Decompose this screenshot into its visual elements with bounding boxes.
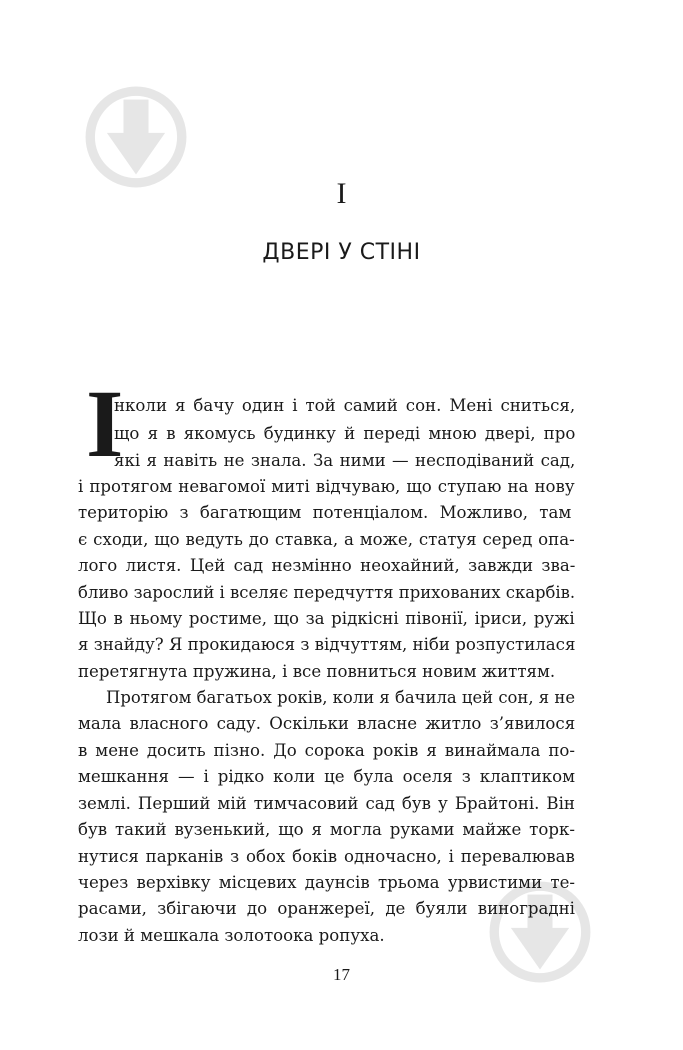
chapter-title: ДВЕРІ У СТІНІ xyxy=(262,240,421,265)
text-line: нколи я бачу один і той самий сон. Мені сниться, xyxy=(114,396,576,415)
text-line: мешкання — і рідко коли це була оселя з клаптиком xyxy=(78,767,576,786)
text-line: які я навіть не знала. За ними — несподіваний сад, xyxy=(114,451,576,470)
text-line: нутися парканів з обох боків одночасно, і перевалював xyxy=(78,847,575,866)
text-line: територію з багатющим потенціалом. Можливо, там xyxy=(78,503,572,522)
text-line: бливо зарослий і вселяє передчуття прихованих скарбів. xyxy=(78,583,576,602)
text-line: що я в якомусь будинку й переді мною двері, про xyxy=(114,424,576,443)
text-line: расами, збігаючи до оранжереї, де буяли виноградні xyxy=(78,899,575,918)
text-line: перетягнута пружина, і все повниться новим життям. xyxy=(78,662,556,681)
text-line: я знайду? Я прокидаюся з відчуттям, ніби розпустилася xyxy=(78,635,576,654)
page-number: 17 xyxy=(333,965,350,984)
text-line: Протягом багатьох років, коли я бачила цей сон, я не xyxy=(106,688,576,707)
chapter-number: I xyxy=(336,177,347,210)
text-line: Що в ньому ростиме, що за рідкісні півонії, іриси, ружі xyxy=(78,609,575,628)
download-watermark-icon xyxy=(84,85,188,189)
text-line: лози й мешкала золотоока ропуха. xyxy=(78,926,385,945)
text-line: мала власного саду. Оскільки власне житло з’явилося xyxy=(78,714,576,733)
text-line: в мене досить пізно. До сорока років я винаймала по- xyxy=(78,741,575,760)
text-line: через верхівку місцевих даунсів трьома урвистими те- xyxy=(78,873,576,892)
text-line: є сходи, що ведуть до ставка, а може, статуя серед опа- xyxy=(78,530,575,549)
text-line: і протягом невагомої миті відчуваю, що ступаю на нову xyxy=(78,477,575,496)
text-line: був такий вузенький, що я могла руками майже торк- xyxy=(78,820,575,839)
text-line: лого листя. Цей сад незмінно неохайний, завжди зва- xyxy=(78,556,576,575)
drop-cap: І xyxy=(86,370,124,477)
text-line: землі. Перший мій тимчасовий сад був у Брайтоні. Він xyxy=(78,794,575,813)
